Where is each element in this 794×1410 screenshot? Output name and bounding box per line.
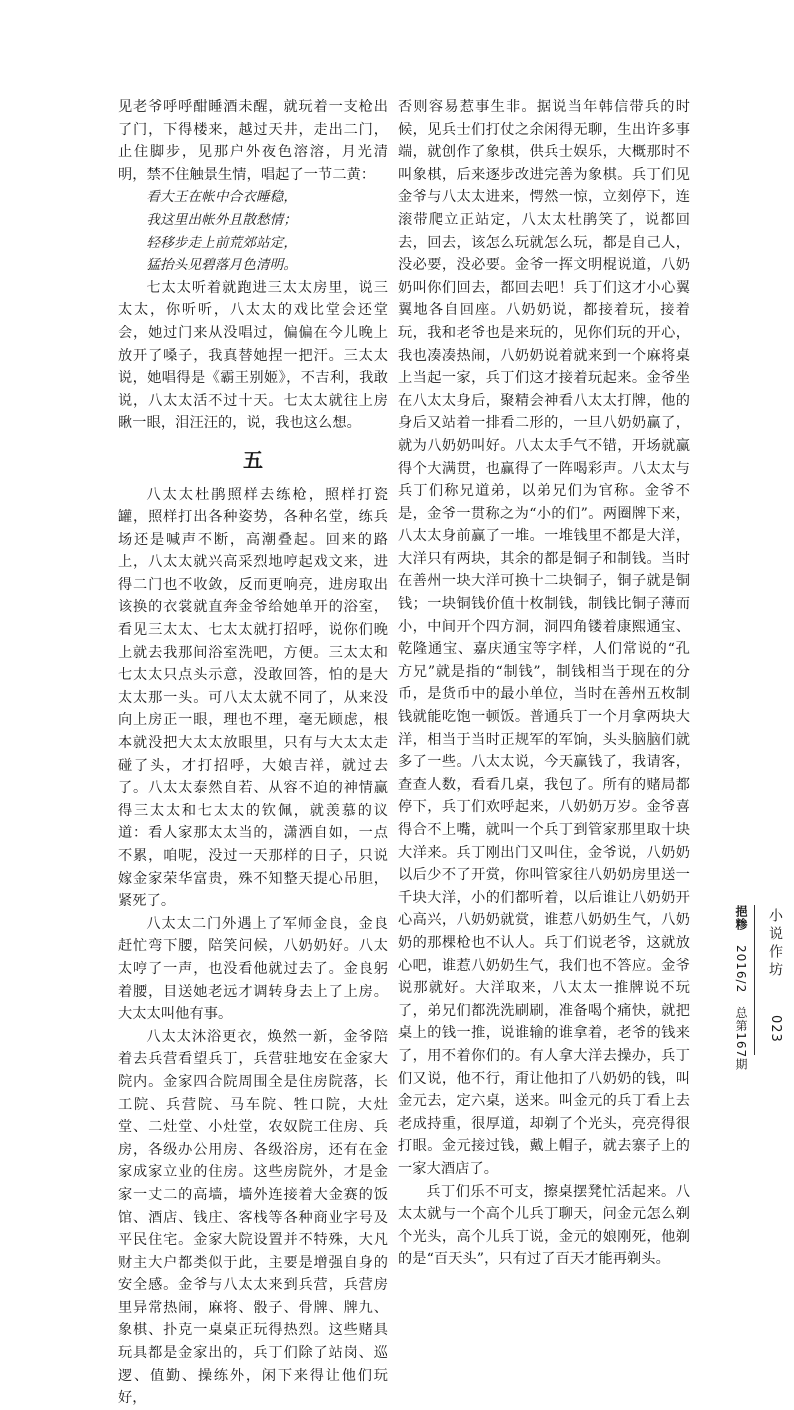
page-number: 023 [768, 1015, 783, 1043]
paragraph: 否则容易惹事生非。据说当年韩信带兵的时候，见兵士们打仗之余闲得无聊，生出许多事端，就创作了象棋，供兵士娱乐，大概那时不叫象棋，后来逐步改进完善为象棋。兵丁们见金爷与八太太进来，愕然一惊，立刻停下，连滚带爬立正站定，八太太杜鹃笑了，说都回去，回去，该怎么玩就怎么玩，都是自己人，没必要，没必要。金爷一挥文明棍说道，八奶奶叫你们回去，都回去吧！兵丁们这才小心翼翼地各自回座。八奶奶说，都接着玩，接着玩，我和老爷也是来玩的，见你们玩的开心，我也凑凑热闹，八奶奶说着就来到一个麻将桌上当起一家，兵丁们这才接着玩起来。金爷坐在八太太身后，聚精会神看八太太打牌，他的身后又站着一排看二形的，一旦八奶奶赢了，就为八奶奶叫好。八太太手气不错，开场就赢得个大满贯，也赢得了一阵喝彩声。八太太与兵丁们称兄道弟，以弟兄们为官称。金爷不是，金爷一贯称之为“小的们”。两圈牌下来，八太太身前赢了一堆。一堆钱里不都是大洋，大洋只有两块，其余的都是铜子和制钱。当时在善州一块大洋可换十二块铜子，铜子就是铜钱；一块铜钱价值十枚制钱，制钱比铜子薄而小，中间开个四方洞，洞四角镂着康熙通宝、乾隆通宝、嘉庆通宝等字样，人们常说的“孔方兄”就是指的“制钱”，制钱相当于现在的分币，是货币中的最小单位，当时在善州五枚制钱就能吃饱一顿饭。普通兵丁一个月拿两块大洋，相当于当时正规军的军饷，头头脑脑们就多了一些。八太太说，今天赢钱了，我请客，查查人数，看看几桌，我包了。所有的赌局都停下，兵丁们欢呼起来，八奶奶万岁。金爷喜得合不上嘴，就叫一个兵丁到管家那里取十块大洋来。兵丁刚出门又叫住，金爷说，八奶奶以后少不了开赏，你叫管家往八奶奶房里送一千块大洋，小的们都听着，以后谁让八奶奶开心高兴，八奶奶就赏，谁惹八奶奶生气，八奶奶的那棵枪也不认人。兵丁们说老爷，这就放心吧，谁惹八奶奶生气，我们也不答应。金爷说那就好。大洋取来，八太太一推牌说不玩了，弟兄们都洗洗刷刷，准备喝个痛快，就把桌上的钱一推，说谁输的谁拿着，老爷的钱来了，用不着你们的。有人拿大洋去操办，兵丁们又说，他不行，甭让他扣了八奶奶的钱，叫金元去，定六桌，送来。叫金元的兵丁看上去老成持重，很厚道，却剃了个光头，亮亮得很打眼。金元接过钱，戴上帽子，就去寨子上的一家大酒店了。 [398, 99, 690, 1177]
paragraph: 兵丁们乐不可支，擦桌摆凳忙活起来。八太太就与一个高个儿兵丁聊天，问金元怎么剃个光头，高个儿兵丁说，金元的娘刚死，他剃的是“百天头”，只有过了百天才能再剃头。 [398, 1183, 690, 1268]
left-column [118, 96, 388, 1410]
poem-line: 猛抬头见碧落月色清明。 [146, 257, 298, 274]
poem-verse [118, 186, 388, 276]
poem-line: 我这里出帐外且散愁情； [146, 211, 298, 228]
issue-info: 2016/2 总第167期 [734, 945, 748, 1072]
paragraph: 八太太杜鹃照样去练枪，照样打瓷罐，照样打出各种姿势，各种名堂，练兵场还是喊声不断，高潮叠起。回来的路上，八太太就兴高采烈地哼起戏文来，进得二门也不收敛，反而更响亮，进房取出该换的衣裳就直奔金爷给她单开的浴室，看见三太太、七太太就打招呼，说你们晚上就去我那间浴室洗吧，方便。三太太和七太太只点头示意，没敢回答，怕的是大太太那一头。可八太太就不同了，从来没向上房正一眼，理也不理，毫无顾虑，根本就没把大太太放眼里，只有与大太太走碰了头，才打招呼，大娘吉祥，就过去了。八太太泰然自若、从容不迫的神情赢得三太太和七太太的钦佩，就羡慕的议道：看人家那太太当的，潇洒自如，一点不累，咱呢，没过一天那样的日子，只说嫁金家荣华富贵，殊不知整天提心吊胆，紧死了。 [118, 486, 388, 910]
magazine-name: 挹糁 [734, 905, 748, 931]
poem-line: 轻移步走上前荒郊站定， [146, 234, 298, 251]
paragraph: 见老爷呼呼酣睡酒未醒，就玩着一支枪出了门，下得楼来，越过天井，走出二门，止住脚步，见那户外夜色溶溶，月光清明，禁不住触景生情，唱起了一节二黄： [118, 99, 388, 183]
column-name: 小说作坊 [767, 908, 783, 980]
right-column [398, 96, 690, 1271]
poem-line: 看大王在帐中合衣睡稳， [146, 189, 298, 206]
section-heading: 五 [242, 447, 264, 472]
paragraph: 八太太沐浴更衣，焕然一新，金爷陪着去兵营看望兵丁，兵营驻地安在金家大院内。金家四合院周围全是住房院落，长工院、兵营院、马车院、牲口院，大灶堂、二灶堂、小灶堂，农奴院工住房、兵房，各级办公用房、各级浴房，还有在金家成家立业的住房。这些房院外，才是金家一丈二的高墙，墙外连接着大金赛的饭馆、酒店、钱庄、客栈等各种商业字号及平民住宅。金家大院设置并不特殊，大凡财主大户都类似于此，主要是增强自身的安全感。金爷与八太太来到兵营，兵营房里异常热闹，麻将、骰子、骨牌、牌九、象棋、扑克一桌桌正玩得热烈。这些赌具玩具都是金家出的，兵丁们除了站岗、巡逻、值勤、操练外，闲下来得让他们玩好， [118, 1028, 388, 1407]
paragraph: 七太太听着就跑进三太太房里，说三太太，你听听，八太太的戏比堂会还堂会，她过门来从没唱过，偏偏在今儿晚上放开了嗓子，我真替她捏一把汗。三太太说，她唱得是《霸王别姬》，不吉利，我敢说，八太太活不过十天。七太太就往上房瞅一眼，泪汪汪的，说，我也这么想。 [118, 279, 388, 432]
paragraph: 八太太二门外遇上了军师金良，金良赶忙弯下腰，陪笑问候，八奶奶好。八太太哼了一声，也没看他就过去了。金良躬着腰，目送她老远才调转身去上了上房。大太太叫他有事。 [118, 915, 388, 1023]
sidebar-divider [754, 905, 755, 1055]
